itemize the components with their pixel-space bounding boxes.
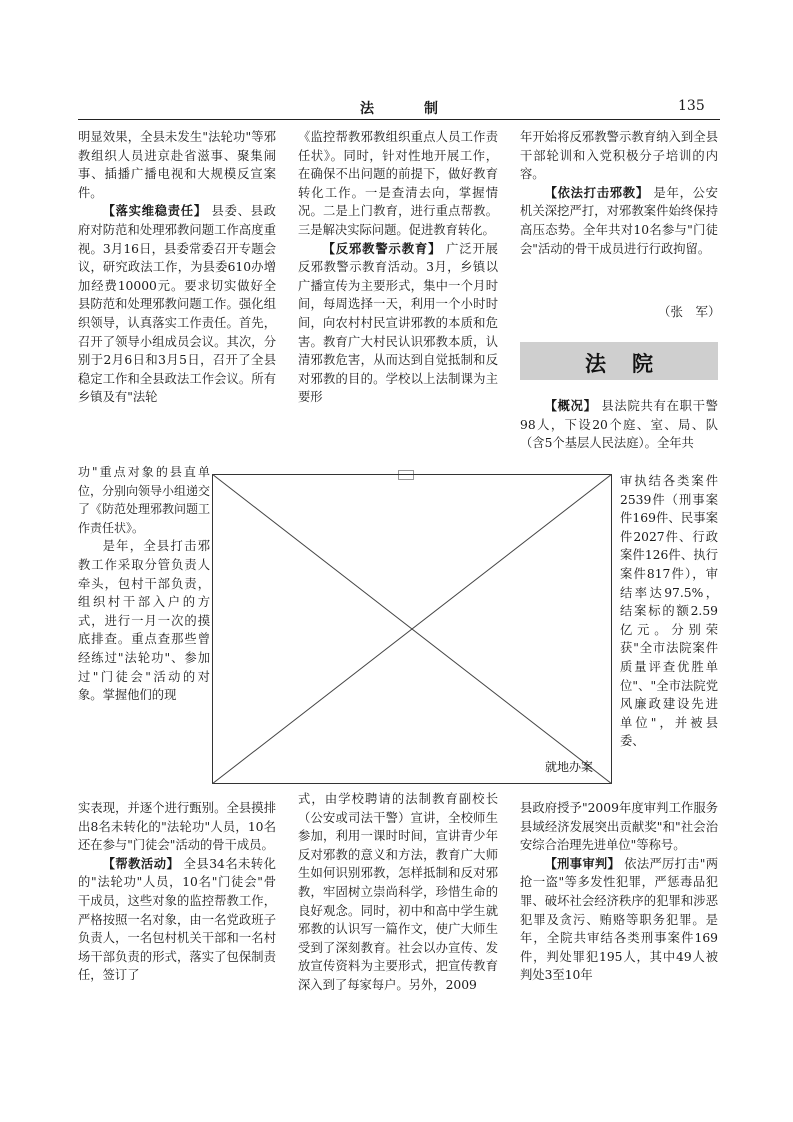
paragraph-text: 是年，公安机关深挖严打，对邪教案件始终保持高压态势。全年共对10名参与"门徒会"活动的骨干成员进行行政拘留。: [520, 185, 718, 256]
paragraph: [520, 799, 718, 855]
photo-placeholder: [212, 474, 612, 784]
keyword-label: 【反邪教警示教育】: [322, 241, 442, 256]
paragraph-text: 县政府授予"2009年度审判工作服务县域经济发展突出贡献奖"和"社会治安综合治理先进单位"等称号。: [520, 801, 718, 853]
paragraph-text: 明显效果，全县未发生"法轮功"等邪教组织人员进京赴省滋事、聚集闹事、插播广播电视和大规模反宣案件。: [78, 130, 276, 200]
header-rule: [78, 119, 720, 120]
paragraph: [298, 240, 498, 407]
paragraph: [520, 184, 718, 258]
paragraph-text: 年开始将反邪教警示教育纳入到全县干部轮训和入党积极分子培训的内容。: [520, 130, 718, 182]
column-3-bottom: [520, 799, 718, 985]
column-1-wrap-text: [78, 463, 210, 705]
section-heading-box: [520, 342, 718, 380]
paragraph: [298, 128, 498, 240]
section-heading-court: 法院: [585, 352, 679, 376]
paragraph-text: 全县34名未转化的"法轮功"人员，10名"门徒会"骨干成员，这些对象的监控帮教工作，严格按照一名对象，由一名党政班子负责人，一名包村机关干部和一名村场干部负责的形式，落实了包保制责任，签订了: [78, 856, 276, 983]
paragraph-continued: 式，由学校聘请的法制教育副校长（公安或司法干警）宣讲，全校师生参加，利用一课时时间，宣讲青少年反对邪教的意义和方法，教育广大师生如何识别邪教，怎样抵制和反对邪教，牢固树立崇尚科学，珍惜生命的良好观念。同时，初中和高中学生就邪教的认识写一篇作文，使广大师生受到了深刻教育。社会以办宣传、发放宣传资料为主要形式，把宣传教育深入到了每家每户。另外，2009: [298, 792, 498, 992]
column-1-bottom: [78, 799, 276, 985]
paragraph-text: 依法严厉打击"两抢一盗"等多发性犯罪，严惩毒品犯罪、破坏社会经济秩序的犯罪和涉恶犯罪及贪污、贿赂等职务犯罪。是年，全院共审结各类刑事案件169件，判处罪犯195人，其中49人被判处3至10年: [520, 856, 718, 983]
column-2-bottom: [298, 790, 498, 995]
running-header-title: 法 制: [360, 101, 456, 117]
paragraph-text: 县法院共有在职干警98人，下设20个庭、室、局、队（含5个基层人民法庭）。全年共: [520, 399, 718, 451]
paragraph: [78, 855, 276, 985]
paragraph: [520, 855, 718, 985]
paragraph: [78, 128, 276, 202]
wrap-paragraph-2: 是年，全县打击邪教工作采取分管负责人牵头，包村干部负责，组织村干部入户的方式，进行一月一次的摸底排查。重点查那些曾经练过"法轮功"、参加过"门徒会"活动的对象。掌握他们的现: [78, 539, 210, 703]
column-3-overview: [520, 397, 718, 453]
column-2-top: [298, 128, 498, 407]
paragraph-text: 广泛开展反邪教警示教育活动。3月，乡镇以广播宣传为主要形式，集中一个月时间，每周选择一天，利用一个小时时间，向农村村民宣讲邪教的本质和危害。教育广大村民认识邪教本质，认清邪教危害，从而达到自觉抵制和反对邪教的目的。学校以上法制课为主要形: [298, 241, 498, 405]
keyword-label: 【落实维稳责任】: [102, 204, 207, 219]
keyword-label: 【依法打击邪教】: [544, 185, 649, 200]
author-credit: （张 军）: [658, 304, 721, 319]
paragraph-text: 实表现，并逐个进行甄别。全县摸排出8名未转化的"法轮功"人员，10名还在参与"门徒会"活动的骨干成员。: [78, 801, 276, 853]
paragraph: [520, 128, 718, 184]
paragraph: [78, 202, 276, 407]
keyword-label: 【概况】: [544, 399, 597, 413]
paragraph: [78, 799, 276, 855]
column-3-wrap-text: [620, 472, 718, 751]
column-3-top: [520, 128, 718, 258]
column-1-top: [78, 128, 276, 407]
paragraph-text: 县委、县政府对防范和处理邪教问题工作高度重视。3月16日，县委常委召开专题会议，研究政法工作，为县委610办增加经费10000元。要求切实做好全县防范和处理邪教问题工作。强化组织领导，认真落实工作责任。首先，召开了领导小组成员会议。其次，分别于2月6日和3月5日，召开了全县稳定工作和全县政法工作会议。所有乡镇及有"法轮: [78, 204, 276, 405]
paragraph-text: 《监控帮教邪教组织重点人员工作责任状》。同时，针对性地开展工作，在确保不出问题的前提下，做好教育转化工作。一是查清去向，掌握情况。二是上门教育，进行重点帮教。三是解决实际问题。促进教育转化。: [298, 130, 498, 237]
keyword-label: 【帮教活动】: [102, 856, 180, 871]
photo-caption: 就地办案: [545, 760, 594, 774]
wrap-paragraph: 审执结各类案件2539件（刑事案件169件、民事案件2027件、行政案件126件、执行案件817件），审结率达97.5%，结案标的额2.59亿元。分别荣获"全市法院案件质量评查优胜单位"、"全市法院党风廉政建设先进单位"，并被县委、: [620, 474, 718, 749]
wrap-paragraph-1: 功"重点对象的县直单位，分别向领导小组递交了《防范处理邪教问题工作责任状》。: [78, 465, 211, 535]
keyword-label: 【刑事审判】: [544, 856, 621, 871]
page-number: 135: [678, 98, 705, 114]
